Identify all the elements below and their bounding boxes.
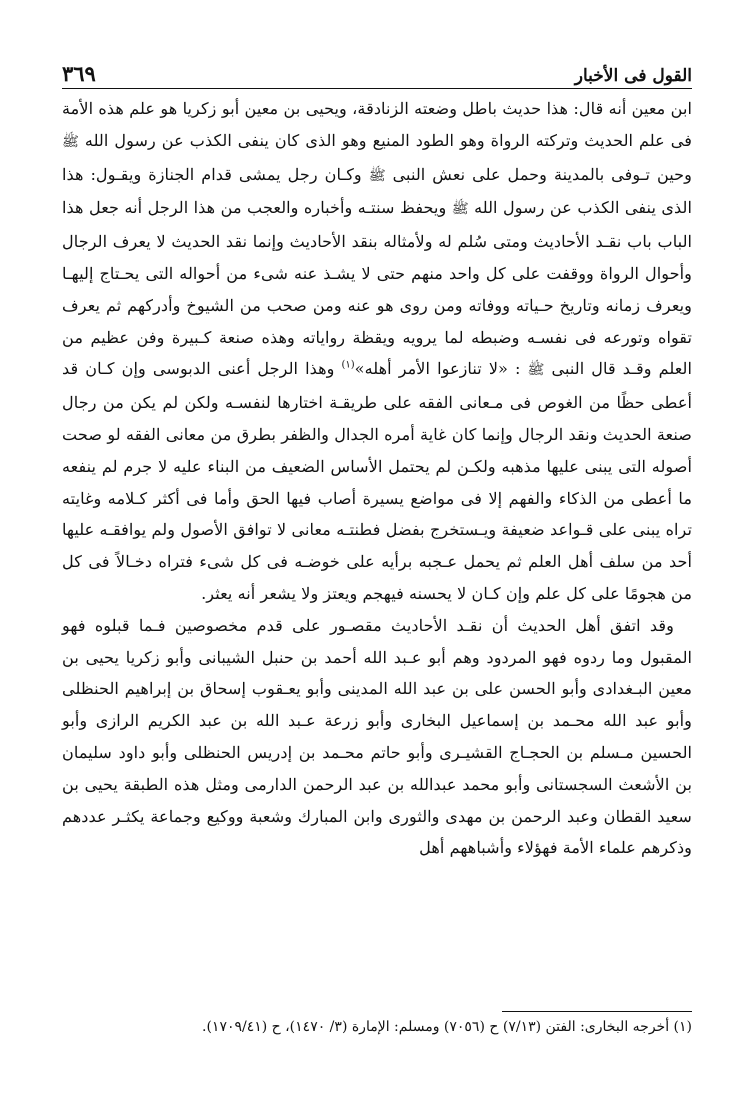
salawat-glyph: ﷺ [62,133,79,150]
body-text [62,93,692,864]
page-header [62,56,692,89]
text-run: : «لا تنازعوا الأمر أهله» [354,359,528,379]
paragraph [62,610,692,864]
text-run: ابن معين أنه قال: هذا حديث باطل وضعته الزنادقة، ويحيى بن معين أبو زكريا هو علم هذه الأمة فى علم الحديث وتركته الرواة وهو الطود المنيع وهو الذى كان ينفى الكذب عن رسول الله [62,99,692,150]
salawat-glyph: ﷺ [527,362,545,379]
text-run: وهذا الرجل أعنى الدبوسى وإن كـان قد أعطى حظًا من الغوص فى مـعانى الفقه على طريقـة اختارها لنفسـه ولكن لم يكن من رجال صنعة الحديث ونقد الرجال وإنما كان غاية أمره الجدال والظفر بطرق من معانى الفقه لو صحت أصوله التى يبنى عليها مذهبه ولكـن لم يحتمل الأساس الضعيف من البناء عليه لا جرم لم ينفعه ما أعطى من الذكاء والفهم إلا فى مواضع يسيرة أصاب فيها الحق وأما فى أكثر كـلامه وغايته تراه يبنى على قـواعد ضعيفة ويـستخرج بفضل فطنتـه معانى لا توافق الأصول ولم يوافقـه عليها أحد من سلف أهل العلم ثم يحمل عـجبه برأيه على خوضـه فى كل شىء فتراه دخـالاً فى كل من هجومًا على كل علم وإن كـان لا يحسنه فيهجم ويعتز ولا يشعر أنه يعثر. [62,359,692,603]
salawat-glyph: ﷺ [451,201,469,218]
paragraph [62,93,692,610]
running-title: القول فى الأخبار [574,66,692,86]
salawat-glyph: ﷺ [368,167,386,184]
book-page [62,56,692,1066]
text-run: وحين تـوفى بالمدينة وحمل على نعش النبى [385,164,692,184]
page-number: ٣٦٩ [62,61,96,86]
footnote: (١) أخرجه البخارى: الفتن (٧/١٣) ح (٧٠٥٦) ومسلم: الإمارة (٣/ ١٤٧٠)، ح (١٧٠٩/٤١). [202,1019,692,1035]
text-run: وكـان رجل يمشى قدام الجنازة ويقـول: هذا الذى ينفى الكذب عن رسول الله [62,164,692,218]
text-run: وقد اتفق أهل الحديث أن نقـد الأحاديث مقصـور على قدم مخصوصين فـما قبلوه فهو المقبول وما ردوه فهو المردود وهم أبو عـبد الله أحمد بن حنبل الشيبانى وأبو زكريا يحيى بن معين البـغدادى وأبو الحسن على بن عبد الله المدينى وأبو يعـقوب إسحاق بن إبراهيم الحنظلى وأبو عبد الله محـمد بن إسماعيل البخارى وأبو زرعة عـبد الله بن عبد الكريم الرازى وأبو الحسين مـسلم بن الحجـاج القشيـرى وأبو حاتم محـمد بن إدريس الحنظلى وأبو داود سليمان بن الأشعث السجستانى وأبو محمد عبدالله بن عبد الرحمن الدارمى ومثل هذه الطبقة يحيى بن سعيد القطان وعبد الرحمن بن مهدى والثورى وابن المبارك وشعبة ووكيع وجماعة يكثـر عددهم وذكرهم علماء الأمة فهؤلاء وأشباههم أهل [62,615,692,858]
text-run: ويحفظ سنتـه وأخباره والعجب من هذا الرجل أنه جعل هذا الباب باب نقـد الأحاديث ومتى سُلم له ولأمثاله بنقد الأحاديث وإنما نقد الحديث لا يعرف الرجال وأحوال الرواة ووقفت على كل واحد منهم حتى لا يشـذ عنه شىء من أحواله التى يحـتاج إليهـا ويعرف زمانه وتاريخ حـياته ووفاته ومن روى هو عنه ومن صحب من الشيوخ وأدركهم ثم يعرف تقواه وتورعه فى نفسـه وضبطه لما يرويه ويقظة رواياته وهذه صنعة كـبيرة وفن عظيم من العلم وقـد قال النبى [62,198,692,379]
footnote-divider [502,1011,692,1012]
footnote-marker: (١) [341,359,355,371]
